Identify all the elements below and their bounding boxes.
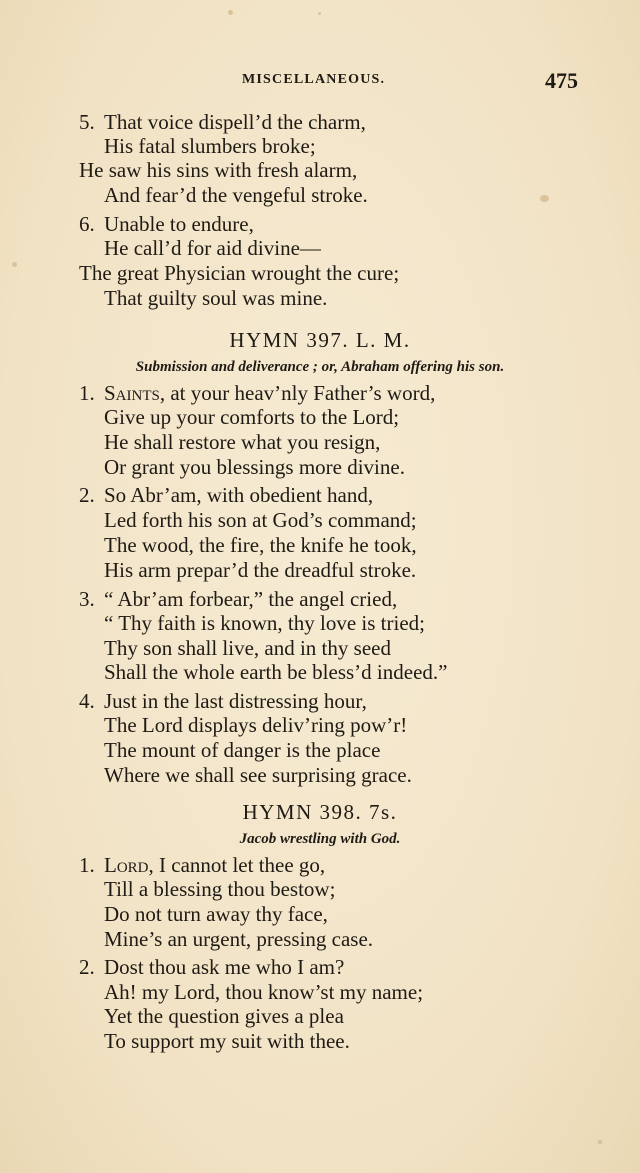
verse-line: Ah! my Lord, thou know’st my name; bbox=[104, 980, 424, 1004]
running-title: MISCELLANEOUS. bbox=[242, 72, 386, 87]
verse-line: Shall the whole earth be bless’d indeed.” bbox=[104, 660, 448, 684]
verse-line: 1. Saints, at your heav’nly Father’s word, bbox=[79, 381, 436, 405]
verse-line: 3. “ Abr’am forbear,” the angel cried, bbox=[79, 587, 398, 611]
verse-line: Thy son shall live, and in thy seed bbox=[104, 636, 391, 660]
verse-line: “ Thy faith is known, thy love is tried; bbox=[104, 611, 425, 635]
paper-speck bbox=[540, 195, 549, 202]
verse-line: Mine’s an urgent, pressing case. bbox=[104, 927, 374, 951]
verse-line: Led forth his son at God’s command; bbox=[104, 508, 417, 532]
verse-line: 2. So Abr’am, with obedient hand, bbox=[79, 483, 374, 507]
verse-line: His arm prepar’d the dreadful stroke. bbox=[104, 558, 417, 582]
verse-line: Do not turn away thy face, bbox=[104, 902, 328, 926]
hymn-title: HYMN 397. L. M. bbox=[229, 328, 411, 352]
verse-line: His fatal slumbers broke; bbox=[104, 134, 316, 158]
page-number: 475 bbox=[545, 68, 578, 93]
verse-line: Give up your comforts to the Lord; bbox=[104, 405, 400, 429]
verse-line: The great Physician wrought the cure; bbox=[79, 261, 400, 285]
paper-speck bbox=[228, 10, 233, 15]
stanza-number: 6. bbox=[79, 212, 95, 236]
verse-line: That guilty soul was mine. bbox=[104, 286, 328, 310]
verse-line: 4. Just in the last distressing hour, bbox=[79, 689, 367, 713]
verse-line: And fear’d the vengeful stroke. bbox=[104, 183, 368, 207]
verse-line: 1. Lord, I cannot let thee go, bbox=[79, 853, 326, 877]
stanza-number: 2. bbox=[79, 483, 95, 507]
verse-line: The Lord displays deliv’ring pow’r! bbox=[104, 713, 408, 737]
paper-speck bbox=[318, 12, 321, 15]
stanza-number: 3. bbox=[79, 587, 95, 611]
hymn-title: HYMN 398. 7s. bbox=[242, 800, 398, 824]
verse-line: 2. Dost thou ask me who I am? bbox=[79, 955, 345, 979]
verse-line: To support my suit with thee. bbox=[104, 1029, 350, 1053]
stanza-number: 1. bbox=[79, 381, 95, 405]
verse-line: The mount of danger is the place bbox=[104, 738, 381, 762]
stanza-number: 1. bbox=[79, 853, 95, 877]
hymn-subtitle: Submission and deliverance ; or, Abraham offering his son. bbox=[135, 359, 505, 375]
verse-line: Or grant you blessings more divine. bbox=[104, 455, 405, 479]
verse-line: 5. That voice dispell’d the charm, bbox=[79, 110, 366, 134]
verse-line: He call’d for aid divine— bbox=[104, 236, 321, 260]
stanza-number: 5. bbox=[79, 110, 95, 134]
verse-line: He shall restore what you resign, bbox=[104, 430, 381, 454]
running-head bbox=[0, 68, 640, 92]
verse-line: 6. Unable to endure, bbox=[79, 212, 254, 236]
stanza-number: 2. bbox=[79, 955, 95, 979]
hymn-subtitle: Jacob wrestling with God. bbox=[239, 831, 401, 847]
verse-line: Till a blessing thou bestow; bbox=[104, 877, 336, 901]
verse-line: The wood, the fire, the knife he took, bbox=[104, 533, 417, 557]
verse-line: He saw his sins with fresh alarm, bbox=[79, 158, 358, 182]
paper-speck bbox=[12, 262, 17, 267]
stanza-number: 4. bbox=[79, 689, 95, 713]
paper-speck bbox=[598, 1140, 602, 1144]
verse-line: Yet the question gives a plea bbox=[104, 1004, 344, 1028]
verse-line: Where we shall see surprising grace. bbox=[104, 763, 412, 787]
